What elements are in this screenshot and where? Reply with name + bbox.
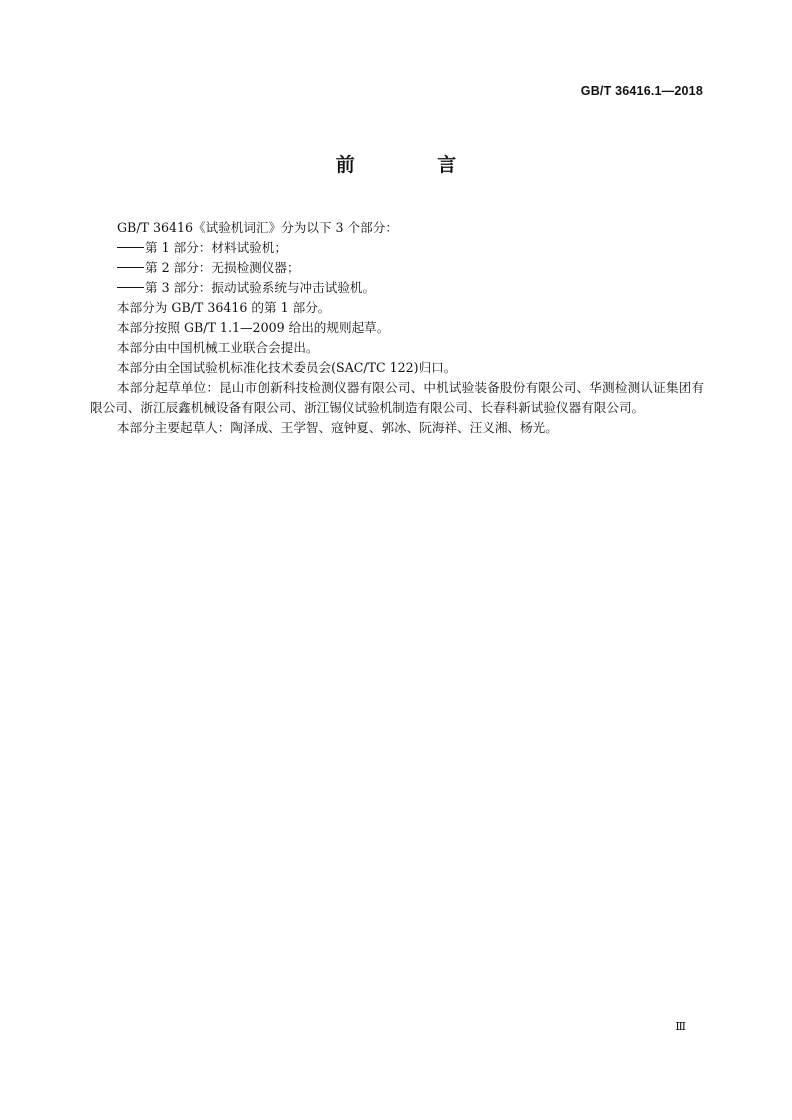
standard-code: GB/T 36416.1—2018 xyxy=(580,84,703,98)
paragraph-part-of-series: 本部分为 GB/T 36416 的第 1 部分。 xyxy=(117,300,331,315)
paragraph-proposed-by: 本部分由中国机械工业联合会提出。 xyxy=(117,340,319,355)
dash-mark xyxy=(117,247,144,249)
part-label: 第 3 部分：振动试验系统与冲击试验机。 xyxy=(145,280,376,295)
intro-paragraph: GB/T 36416《试验机词汇》分为以下 3 个部分： xyxy=(117,220,398,235)
part-label: 第 1 部分：材料试验机； xyxy=(145,240,287,255)
page-number: Ⅲ xyxy=(675,1020,686,1033)
page-title: 前 言 xyxy=(335,154,495,176)
part-list-item xyxy=(90,278,704,298)
paragraph-drafters: 本部分主要起草人：陶泽成、王学智、寇钟夏、郭冰、阮海祥、汪义湘、杨光。 xyxy=(117,420,558,435)
document-body xyxy=(90,218,704,438)
part-label: 第 2 部分：无损检测仪器； xyxy=(145,260,300,275)
dash-mark xyxy=(117,267,144,269)
dash-mark xyxy=(117,287,144,289)
paragraph-under-jurisdiction: 本部分由全国试验机标准化技术委员会(SAC/TC 122)归口。 xyxy=(117,360,457,375)
part-list-item xyxy=(90,258,704,278)
paragraph-drafting-rules: 本部分按照 GB/T 1.1—2009 给出的规则起草。 xyxy=(117,320,390,335)
paragraph-drafting-units: 本部分起草单位：昆山市创新科技检测仪器有限公司、中机试验装备股份有限公司、华测检测认证集团有限公司、浙江辰鑫机械设备有限公司、浙江锡仪试验机制造有限公司、长春科新试验仪器有限公司。 xyxy=(90,380,704,415)
part-list-item xyxy=(90,238,704,258)
